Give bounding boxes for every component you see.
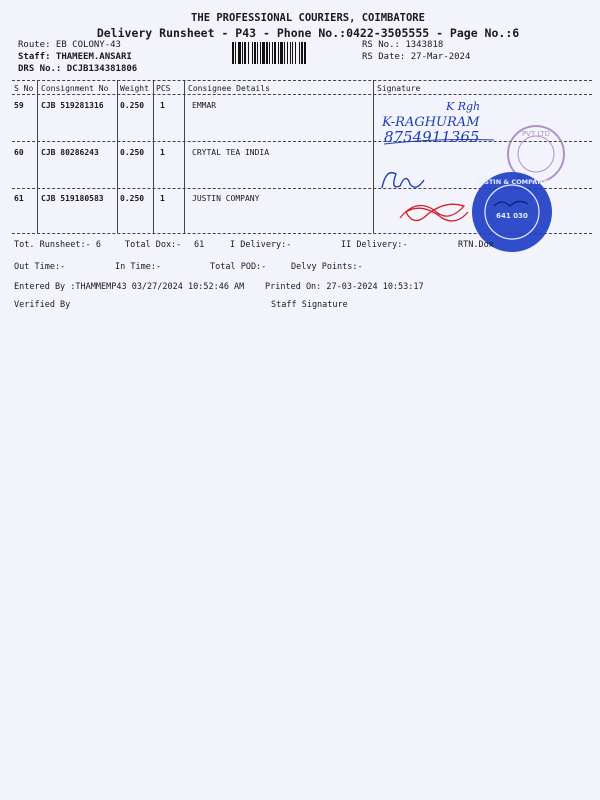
- stamp-company-name: JUSTIN & COMPANY: [476, 178, 548, 186]
- ii-delivery: II Delivery:-: [341, 240, 408, 250]
- total-dox-label: Total Dox:-: [125, 240, 182, 250]
- signature-scribble: [382, 173, 424, 188]
- handwritten-phone: 8754911365: [384, 128, 480, 146]
- row-weight: 0.250: [120, 148, 145, 157]
- column-divider: [373, 80, 374, 233]
- row-sno: 61: [14, 194, 24, 203]
- i-delivery: I Delivery:-: [230, 240, 292, 250]
- company-title: THE PROFESSIONAL COURIERS, COIMBATORE: [191, 12, 425, 24]
- red-signature: [400, 204, 468, 221]
- col-header-consignment: Consignment No: [41, 84, 109, 93]
- runsheet-title: Delivery Runsheet - P43 - Phone No.:0422-3505555 - Page No.:6: [96, 26, 520, 40]
- col-header-pcs: PCS: [156, 84, 171, 93]
- row-consignee: CRYTAL TEA INDIA: [192, 148, 270, 157]
- staff-label: Staff: THAMEEM.ANSARI: [18, 52, 132, 62]
- column-divider: [153, 80, 154, 233]
- column-divider: [37, 80, 38, 233]
- col-header-sno: S No: [14, 84, 34, 93]
- barcode: [232, 42, 358, 64]
- row-consignee: EMMAR: [192, 101, 217, 110]
- table-top-rule: [12, 80, 592, 81]
- delvy-points: Delvy Points:-: [291, 262, 363, 272]
- staff-signature: Staff Signature: [271, 300, 348, 310]
- handwritten-initials: K Rgh: [446, 100, 481, 113]
- column-divider: [117, 80, 118, 233]
- total-pod: Total POD:-: [210, 262, 267, 272]
- purple-stamp-text: PVT LTD: [521, 130, 551, 138]
- out-time: Out Time:-: [14, 262, 66, 272]
- col-header-weight: Weight: [120, 84, 149, 93]
- row-weight: 0.250: [120, 194, 145, 203]
- col-header-consignee: Consignee Details: [188, 84, 270, 93]
- row-pcs: 1: [160, 148, 165, 157]
- barcode-bar: [306, 42, 307, 64]
- verified-by: Verified By: [14, 300, 71, 310]
- row-sno: 60: [14, 148, 24, 157]
- row-pcs: 1: [160, 101, 165, 110]
- printed-on: Printed On: 27-03-2024 10:53:17: [265, 282, 424, 292]
- col-header-signature: Signature: [377, 84, 421, 93]
- row-pcs: 1: [160, 194, 165, 203]
- in-time: In Time:-: [115, 262, 162, 272]
- entered-by: Entered By :THAMMEMP43 03/27/2024 10:52:46 AM: [14, 282, 245, 292]
- row-consignment: CJB 519281316: [41, 101, 104, 110]
- total-dox-value: 61: [194, 240, 205, 250]
- row-weight: 0.250: [120, 101, 145, 110]
- row-sno: 59: [14, 101, 24, 110]
- rs-number: RS No.: 1343818: [362, 40, 444, 50]
- row-consignment: CJB 80286243: [41, 148, 99, 157]
- drs-number: DRS No.: DCJB134381806: [18, 64, 138, 74]
- row-consignment: CJB 519180583: [41, 194, 104, 203]
- row-consignee: JUSTIN COMPANY: [192, 194, 260, 203]
- rtn-dox: RTN.Dox: [458, 240, 494, 250]
- route-label: Route: EB COLONY-43: [18, 40, 121, 50]
- column-divider: [184, 80, 185, 233]
- signatures-and-stamps: [376, 94, 596, 254]
- rs-date: RS Date: 27-Mar-2024: [362, 52, 471, 62]
- handwritten-name: K-RAGHURAM: [382, 115, 480, 130]
- total-runsheet: Tot. Runsheet:- 6: [14, 240, 101, 250]
- stamp-code: 641 030: [496, 212, 528, 220]
